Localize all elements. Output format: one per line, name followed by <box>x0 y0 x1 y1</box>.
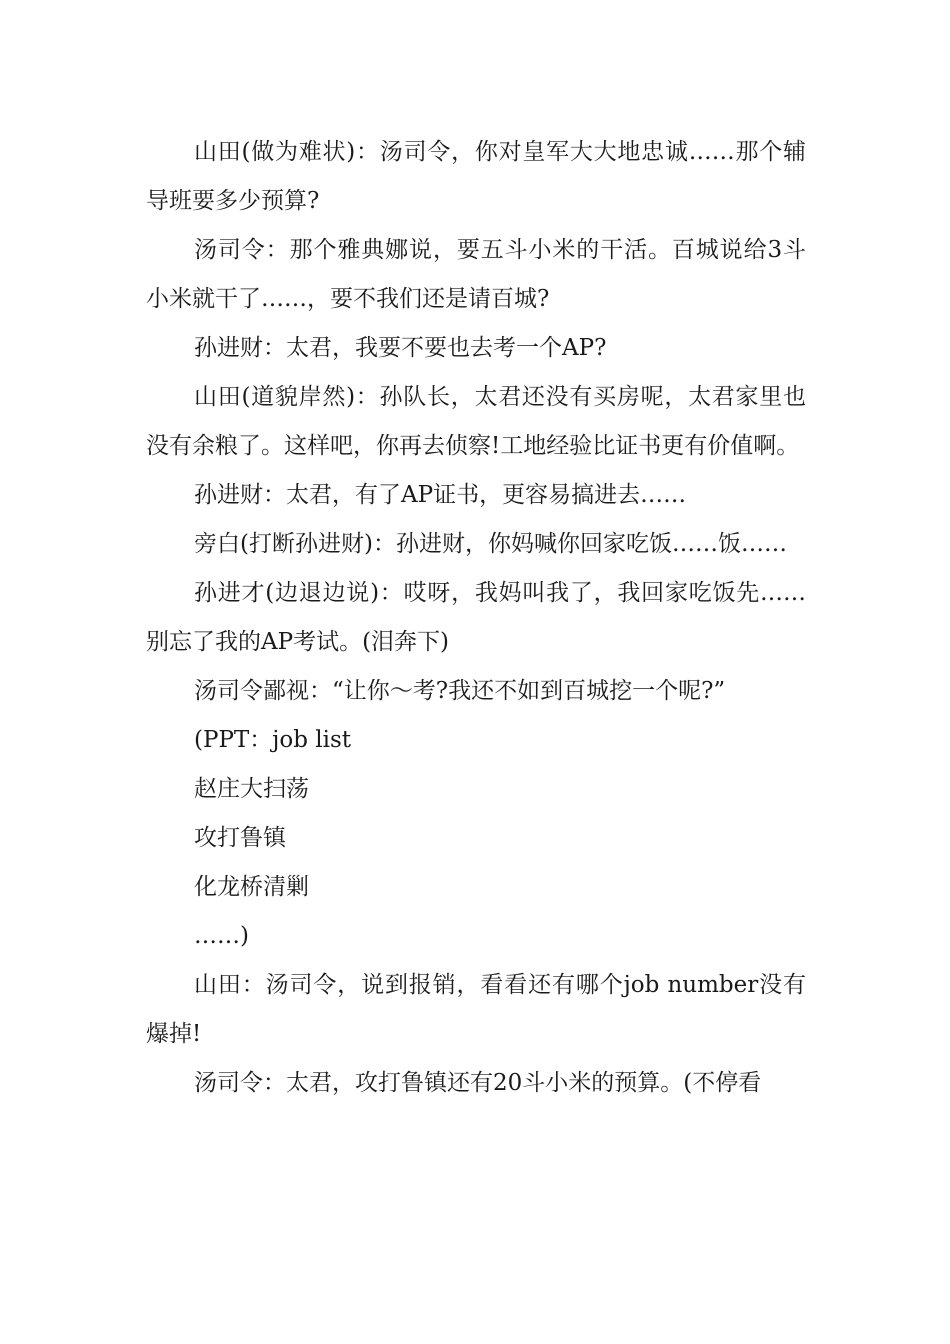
paragraph-12: 化龙桥清剿 <box>194 874 309 900</box>
paragraph-6: 旁白(打断孙进财)：孙进财，你妈喊你回家吃饭……饭…… <box>194 531 787 557</box>
paragraph-2: 汤司令：那个雅典娜说，要五斗小米的干活。百城说给3斗小米就干了……，要不我们还是请百城? <box>146 237 806 312</box>
paragraph-3: 孙进财：太君，我要不要也去考一个AP? <box>194 335 607 361</box>
paragraph-9: (PPT：job list <box>194 727 352 753</box>
paragraph-15: 汤司令：太君，攻打鲁镇还有20斗小米的预算。(不停看 <box>194 1070 762 1096</box>
paragraph-1: 山田(做为难状)：汤司令，你对皇军大大地忠诚……那个辅导班要多少预算? <box>146 139 806 214</box>
paragraph-4: 山田(道貌岸然)：孙队长，太君还没有买房呢，太君家里也没有余粮了。这样吧，你再去侦察!工地经验比证书更有价值啊。 <box>146 384 806 459</box>
script-body <box>146 128 806 1108</box>
paragraph-8: 汤司令鄙视：“让你～考?我还不如到百城挖一个呢?” <box>194 678 726 704</box>
paragraph-5: 孙进财：太君，有了AP证书，更容易搞进去…… <box>194 482 687 508</box>
paragraph-14: 山田：汤司令，说到报销，看看还有哪个job number没有爆掉! <box>146 972 806 1047</box>
paragraph-7: 孙进才(边退边说)：哎呀，我妈叫我了，我回家吃饭先……别忘了我的AP考试。(泪奔下) <box>146 580 806 655</box>
paragraph-11: 攻打鲁镇 <box>194 825 286 851</box>
paragraph-13: ……) <box>194 923 249 949</box>
paragraph-10: 赵庄大扫荡 <box>194 776 309 802</box>
